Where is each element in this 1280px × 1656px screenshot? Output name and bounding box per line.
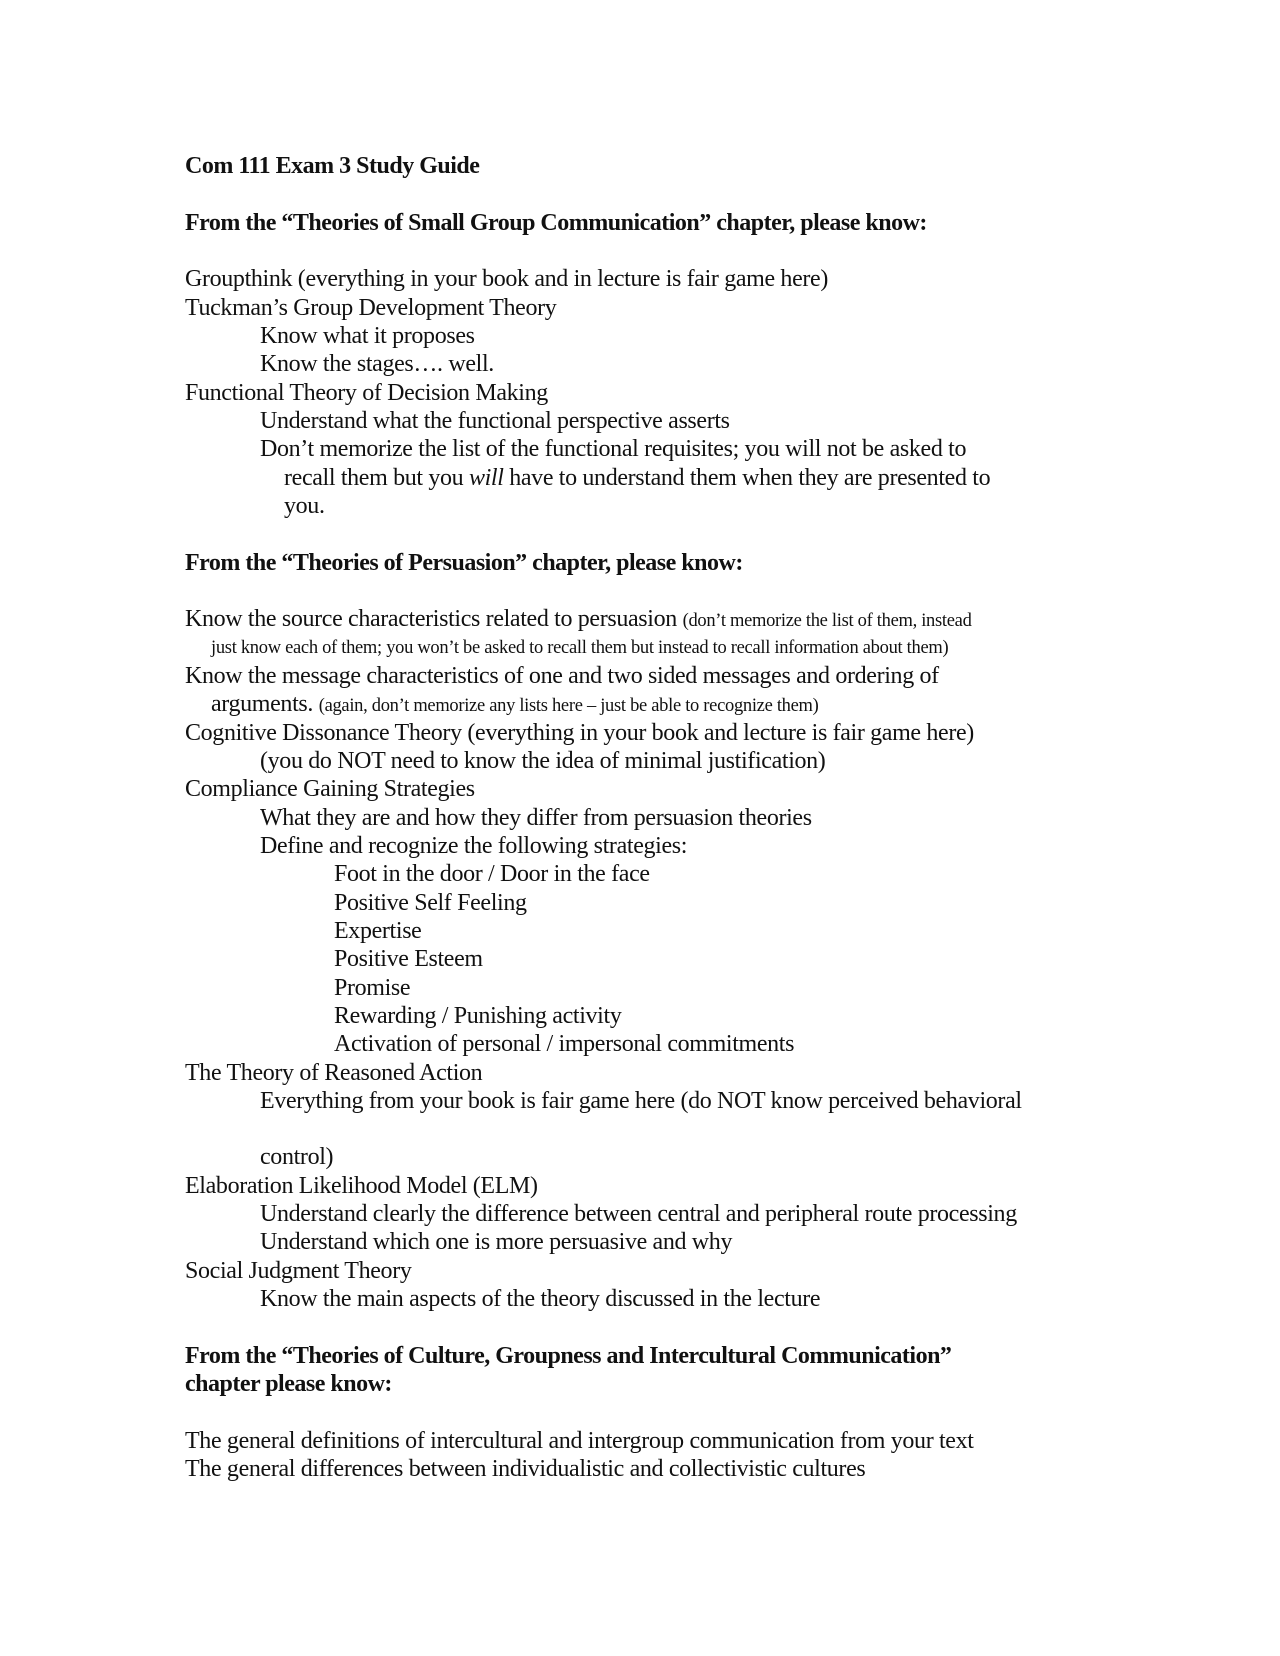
strategy-item: Expertise [334, 917, 422, 944]
item-groupthink: Groupthink (everything in your book and in lecture is fair game here) [185, 266, 828, 293]
subitem: What they are and how they differ from persuasion theories [260, 804, 812, 831]
subitem: Don’t memorize the list of the functional requisites; you will not be asked to [260, 436, 967, 463]
subitem: (you do NOT need to know the idea of minimal justification) [260, 747, 826, 774]
strategy-item: Rewarding / Punishing activity [334, 1002, 622, 1029]
emphasis-will: will [468, 464, 504, 491]
item-compliance-gaining: Compliance Gaining Strategies [185, 776, 475, 803]
strategy-item: Promise [334, 974, 411, 1001]
item-tuckman: Tuckman’s Group Development Theory [185, 294, 557, 321]
subitem: Know what it proposes [260, 322, 475, 349]
document-title: Com 111 Exam 3 Study Guide [185, 153, 480, 179]
subitem: Understand which one is more persuasive and why [260, 1229, 733, 1256]
subitem-continued: you. [284, 492, 325, 519]
item-source-characteristics [0, 605, 1280, 633]
note-continued: just know each of them; you won’t be asked to recall them but instead to recall information about them) [211, 637, 949, 658]
item-elm: Elaboration Likelihood Model (ELM) [185, 1172, 538, 1199]
text: have to understand them when they are presented to [503, 464, 991, 491]
subitem: Know the stages…. well. [260, 351, 494, 378]
subitem: Everything from your book is fair game here (do NOT know perceived behavioral [260, 1087, 1022, 1114]
strategy-item: Positive Self Feeling [334, 889, 527, 916]
item-cognitive-dissonance: Cognitive Dissonance Theory (everything in your book and lecture is fair game here) [185, 719, 974, 746]
strategy-item: Activation of personal / impersonal commitments [334, 1031, 795, 1058]
item-reasoned-action: The Theory of Reasoned Action [185, 1059, 483, 1086]
note: (don’t memorize the list of them, instead [682, 611, 972, 632]
item-continued [0, 690, 1280, 718]
strategy-item: Positive Esteem [334, 946, 483, 973]
subitem: Define and recognize the following strategies: [260, 832, 688, 859]
text: Know the source characteristics related to persuasion [185, 606, 683, 633]
text: arguments. [211, 691, 319, 718]
item-message-characteristics: Know the message characteristics of one and two sided messages and ordering of [185, 662, 939, 689]
section-heading-persuasion: From the “Theories of Persuasion” chapter, please know: [185, 549, 743, 576]
section-heading-small-group: From the “Theories of Small Group Communication” chapter, please know: [185, 209, 927, 236]
section-heading-culture: From the “Theories of Culture, Groupness and Intercultural Communication” [185, 1342, 952, 1369]
item-differences: The general differences between individualistic and collectivistic cultures [185, 1456, 866, 1483]
subitem: Understand clearly the difference between central and peripheral route processing [260, 1201, 1017, 1228]
subitem-continued: control) [260, 1144, 334, 1171]
subitem-continued [0, 464, 1280, 492]
item-social-judgment: Social Judgment Theory [185, 1257, 412, 1284]
subitem: Understand what the functional perspective asserts [260, 407, 730, 434]
note: (again, don’t memorize any lists here – just be able to recognize them) [318, 696, 819, 717]
item-functional-theory: Functional Theory of Decision Making [185, 379, 548, 406]
strategy-item: Foot in the door / Door in the face [334, 861, 650, 888]
section-heading-culture-continued: chapter please know: [185, 1371, 392, 1398]
subitem: Know the main aspects of the theory discussed in the lecture [260, 1286, 821, 1313]
item-definitions: The general definitions of intercultural and intergroup communication from your text [185, 1427, 974, 1454]
text: recall them but you [284, 464, 469, 491]
study-guide-document [0, 152, 1280, 1483]
